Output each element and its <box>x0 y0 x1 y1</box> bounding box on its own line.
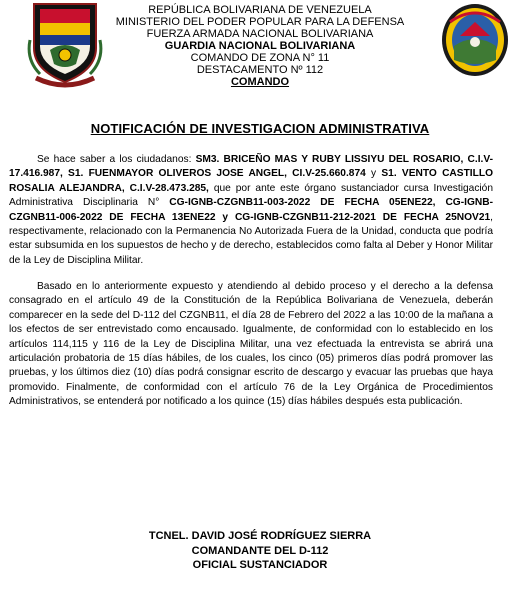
signer-office: OFICIAL SUSTANCIADOR <box>192 559 328 571</box>
notification-paragraph-2: Basado en lo anteriormente expuesto y atendiendo al debido proceso y el derecho a la defensa consagrado en el artículo 49 de la Constitución de la República Bolivariana de Venezuela, deberán comparecer en la sede del D-112 del CZGNB11, el día 28 de Febrero del 2022 a las 10:00 de la mañana a los efectos de ser entrevistado como encausado. Igualmente, de conformidad con lo establecido en los artículos 114,115 y 116 de la Ley de Disciplina Militar, una vez efectuada la entrevista se abrirá una articulación probatoria de 15 días hábiles, de los cuales, los cinco (05) primeros días podrá promover las pruebas, y los últimos diez (10) días podrá consignar escrito de descargo y evacuar las pruebas que haya promovido. Finalmente, de conformidad con el artículo 76 de la Ley Orgánica de Procedimientos Administrativos, se entenderá por notificado a los quince (15) días hábiles después esta publicación. <box>9 281 493 408</box>
header-line-detachment: DESTACAMENTO Nº 112 <box>196 64 324 76</box>
text-run-bold: SM3. BRICEÑO MAS Y RUBY LISSIYU DEL ROSARIO, C.I.V-17.416.987, S1. FUENMAYOR OLIVEROS JOSE ANGEL, CI.V-25.660.874 <box>9 154 493 180</box>
header-line-guard: GUARDIA NACIONAL BOLIVARIANA <box>164 40 356 52</box>
header-line-zone: COMANDO DE ZONA N° 11 <box>190 52 330 64</box>
letterhead <box>90 4 430 88</box>
header-line-command: COMANDO <box>230 76 290 88</box>
header-line-armed-force: FUERZA ARMADA NACIONAL BOLIVARIANA <box>146 28 374 40</box>
text-run: y <box>365 168 382 180</box>
notification-paragraph-1 <box>9 153 493 268</box>
header-line-republic: REPÚBLICA BOLIVARIANA DE VENEZUELA <box>148 4 372 16</box>
text-run: que por ante este órgano sustanciador cursa Investigación Administrativa Disciplinaria N° <box>9 182 494 209</box>
text-run: , respectivamente, relacionado con la Permanencia No Autorizada Fuera de la Unidad, conducta que podría estar subsumida en los supuestos de hecho y de derecho, establecidos como falta al Deber y Honor Militar de la Ley de Disciplina Militar. <box>9 211 493 266</box>
signer-name: TCNEL. DAVID JOSÉ RODRÍGUEZ SIERRA <box>148 530 372 542</box>
right-emblem-icon <box>440 2 510 78</box>
text-run: Se hace saber a los ciudadanos: <box>37 154 196 165</box>
signature-block <box>0 529 520 573</box>
text-run-bold: CG-IGNB-CZGNB11-003-2022 DE FECHA 05ENE22, CG-IGNB-CZGNB11-006-2022 DE FECHA 13ENE22 y CG-IGNB-CZGNB11-212-2021 DE FECHA 25NOV21 <box>9 197 493 223</box>
header-line-ministry: MINISTERIO DEL PODER POPULAR PARA LA DEFENSA <box>115 16 405 28</box>
document-title: NOTIFICACIÓN DE INVESTIGACION ADMINISTRATIVA <box>90 121 430 136</box>
signer-role: COMANDANTE DEL D-112 <box>191 544 329 557</box>
text-run-bold: S1. VENTO CASTILLO ROSALIA ALEJANDRA, C.I.V-28.473.285, <box>9 168 493 194</box>
